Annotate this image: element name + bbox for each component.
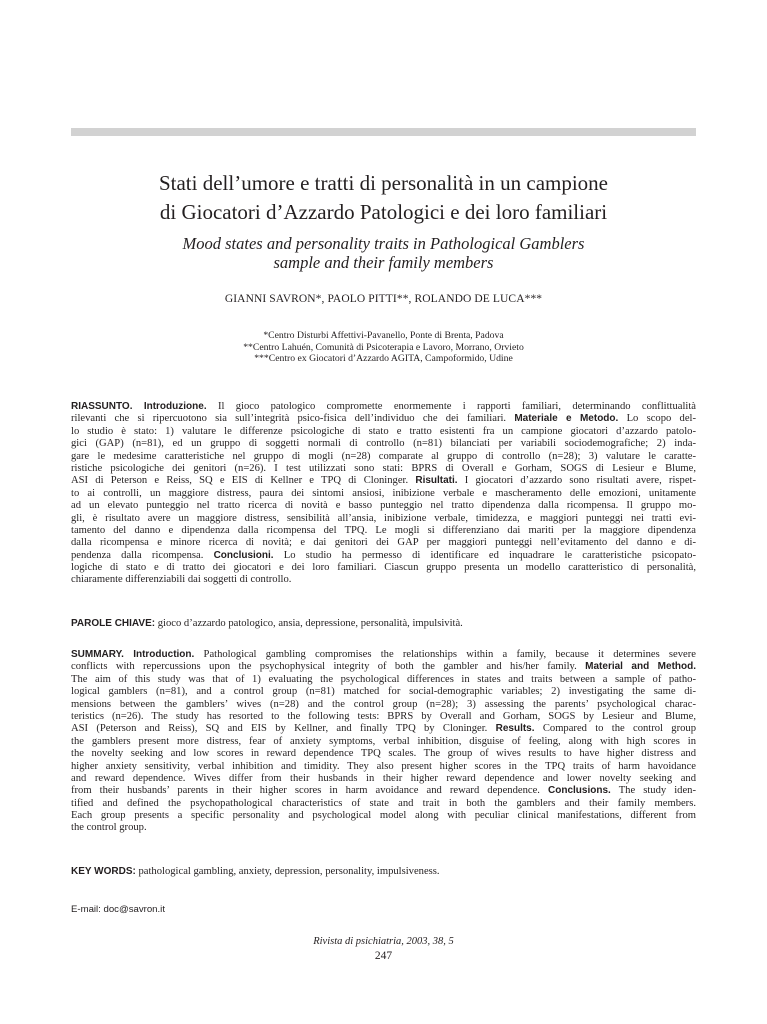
key-words-text: pathological gambling, anxiety, depression, personality, impulsiveness. — [138, 866, 440, 877]
abstract-line: tamento del danno e dipendenza dalla ricompensa del TPQ. Le mogli si differenziano dai mariti per la maggiore dipendenza — [71, 524, 696, 536]
conclusions-label: Conclusions. — [548, 785, 611, 797]
summary-line: tified and defined the psychopathological characteristics of state and trait in both the gamblers and their family members. — [71, 797, 696, 809]
title-line: di Giocatori d’Azzardo Patologici e dei loro familiari — [159, 200, 608, 224]
abstract-line: to ai controlli, un maggiore distress, paura dei sintomi ansiosi, inibizione verbale e mascheramento delle emozioni, unitamente — [71, 487, 696, 499]
top-rule — [71, 128, 696, 136]
riassunto-label: RIASSUNTO. — [71, 401, 133, 412]
title-line: Stati dell’umore e tratti di personalità in un campione — [158, 171, 609, 195]
results-label: Results. — [495, 723, 535, 735]
authors: GIANNI SAVRON*, PAOLO PITTI**, ROLANDO DE LUCA*** — [224, 293, 543, 305]
article-title-english — [71, 234, 696, 272]
summary-line: from their husbands’ parents in their higher scores in harm avoidance and reward dependence. Conclusions. The study iden- — [71, 785, 696, 797]
summary-line: SUMMARY. Introduction. Pathological gambling compromises the relationships within a family, because it determines severe — [71, 649, 696, 660]
summary-line: mensions between the gamblers’ wives (n=28) and the control group (n=28); 3) assessing the parents’ psychological charac- — [71, 698, 696, 710]
article-title-italian — [71, 169, 696, 227]
abstract-line: ASI di Peterson e Reiss, SQ e EIS di Kellner e TPQ di Cloninger. Risultati. I giocatori d’azzardo sono risultati avere, rispet- — [71, 475, 696, 487]
summary-line: teristics (n=26). The study has resorted to the following tests: BPRS by Overall and Gorham, SOGS by Lesieur and Blume, — [71, 710, 696, 722]
key-words — [71, 866, 696, 878]
parole-chiave-text: gioco d’azzardo patologico, ansia, depressione, personalità, impulsività. — [157, 618, 463, 629]
abstract-line: chiaramente differenziabili dai soggetti di controllo. — [71, 574, 292, 586]
affiliations — [71, 330, 696, 365]
abstract-line: lo studio è stato: 1) valutare le differenze psicologiche di stato e tratto esistenti fra un campione giocatori d’azzardo patolo- — [71, 425, 696, 437]
summary-line: the gamblers present more distress, fear of anxiety symptoms, verbal inhibition, disguise of feeling, along with high scores in — [71, 735, 696, 747]
summary-line: conflicts with repercussions upon the psychophysical integrity of both the gambler and his/her family. Material and Method. — [71, 661, 696, 673]
abstract-line: ristiche psicologiche dei genitori (n=26). I test utilizzati sono stati: BPRS di Overall e Gorham, SOGS di Lesieur e Blume, — [71, 462, 696, 474]
riassunto-abstract — [71, 401, 696, 587]
subtitle-line: sample and their family members — [273, 253, 494, 272]
page-number: 247 — [374, 950, 393, 962]
abstract-line: rilevanti che si ripercuotono sia sull’integrità psico-fisica dell’individuo che dei familiari. Materiale e Metodo. Lo scopo del- — [71, 413, 696, 425]
summary-line: the control group. — [71, 822, 147, 834]
journal-citation: Rivista di psichiatria, 2003, 38, 5 — [313, 936, 454, 947]
affiliation: **Centro Lahuén, Comunità di Psicoterapia e Lavoro, Morrano, Orvieto — [243, 341, 524, 353]
abstract-line: gare le medesime caratteristiche nel gruppo di mogli (n=28) comparate al gruppo di controllo (n=28); 3) valutare le caratte- — [71, 450, 696, 462]
key-words-label: KEY WORDS: — [71, 866, 136, 877]
materiale-label: Materiale e Metodo. — [514, 413, 619, 425]
summary-line: the novelty seeking and low scores in reward dependence TPQ scales. The group of wives results to have higher distress and — [71, 748, 696, 760]
summary-line: ASI (Peterson and Reiss), SQ and EIS by Kellner, and finally TPQ by Cloninger. Results. Compared to the control group — [71, 723, 696, 735]
abstract-line: pendenza dalla ricompensa. Conclusioni. Lo studio ha permesso di identificare ed inquadrare le caratteristiche psicopato- — [71, 549, 696, 561]
abstract-line: ad un elevato punteggio nel tratto ricerca di novità e basso punteggio nel tratto dipendenza dalla ricompensa. Il gruppo mo- — [71, 500, 696, 512]
conclusioni-label: Conclusioni. — [213, 549, 274, 561]
parole-chiave-label: PAROLE CHIAVE: — [71, 618, 156, 629]
summary-line: and reward dependence. Wives differ from their husbands in their higher reward dependence and lower novelty seeking and — [71, 772, 696, 784]
abstract-line: gli, è risultato avere un maggiore distress, sensibilità all’ansia, inibizione verbale, timidezza, e maggiori punteggi nei tratti evi- — [71, 512, 696, 524]
introduction-label: Introduction. — [133, 649, 195, 660]
subtitle-line: Mood states and personality traits in Pathological Gamblers — [182, 234, 585, 253]
abstract-line: gici (GAP) (n=81), ed un gruppo di soggetti normali di controllo (n=81) bilanciati per variabili sociodemografiche; 2) inda- — [71, 438, 696, 450]
contact-email: E-mail: doc@savron.it — [71, 904, 165, 915]
summary-line: logical gamblers (n=81), and a control group (n=81) matched for social-demographic variables; 2) investigating the same di- — [71, 686, 696, 698]
abstract-line: logiche di stato e di tratto dei giocatori e dei loro familiari. Ciascun gruppo presenta un modello caratteristico di personalità, — [71, 562, 696, 574]
parole-chiave — [71, 618, 696, 630]
summary-line: higher anxiety sensitivity, verbal inhibition and timidity. They also present higher scores in the TPQ traits of harm havoidance — [71, 760, 696, 772]
introduzione-label: Introduzione. — [143, 401, 207, 412]
material-label: Material and Method. — [585, 661, 696, 673]
risultati-label: Risultati. — [415, 475, 458, 487]
summary-label: SUMMARY. — [71, 649, 124, 660]
abstract-line: RIASSUNTO. Introduzione. Il gioco patologico compromette enormemente i rapporti familiari, determinando conflittualità — [71, 401, 697, 412]
affiliation: ***Centro ex Giocatori d’Azzardo AGITA, Campoformido, Udine — [254, 353, 513, 365]
abstract-line: dalla ricompensa e minore ricerca di novità; e dai genitori dei GAP per maggiori punteggi nell’evitamento del danno e di- — [71, 537, 696, 549]
summary-line: The aim of this study was that of 1) evaluating the psychological differences in states and traits between a sample of patho- — [71, 673, 696, 685]
summary-line: Each group presents a specific personality and psychological model along with peculiar clinical manifestations, different from — [71, 810, 696, 822]
affiliation: *Centro Disturbi Affettivi-Pavanello, Ponte di Brenta, Padova — [263, 330, 504, 341]
summary-abstract — [71, 649, 696, 835]
